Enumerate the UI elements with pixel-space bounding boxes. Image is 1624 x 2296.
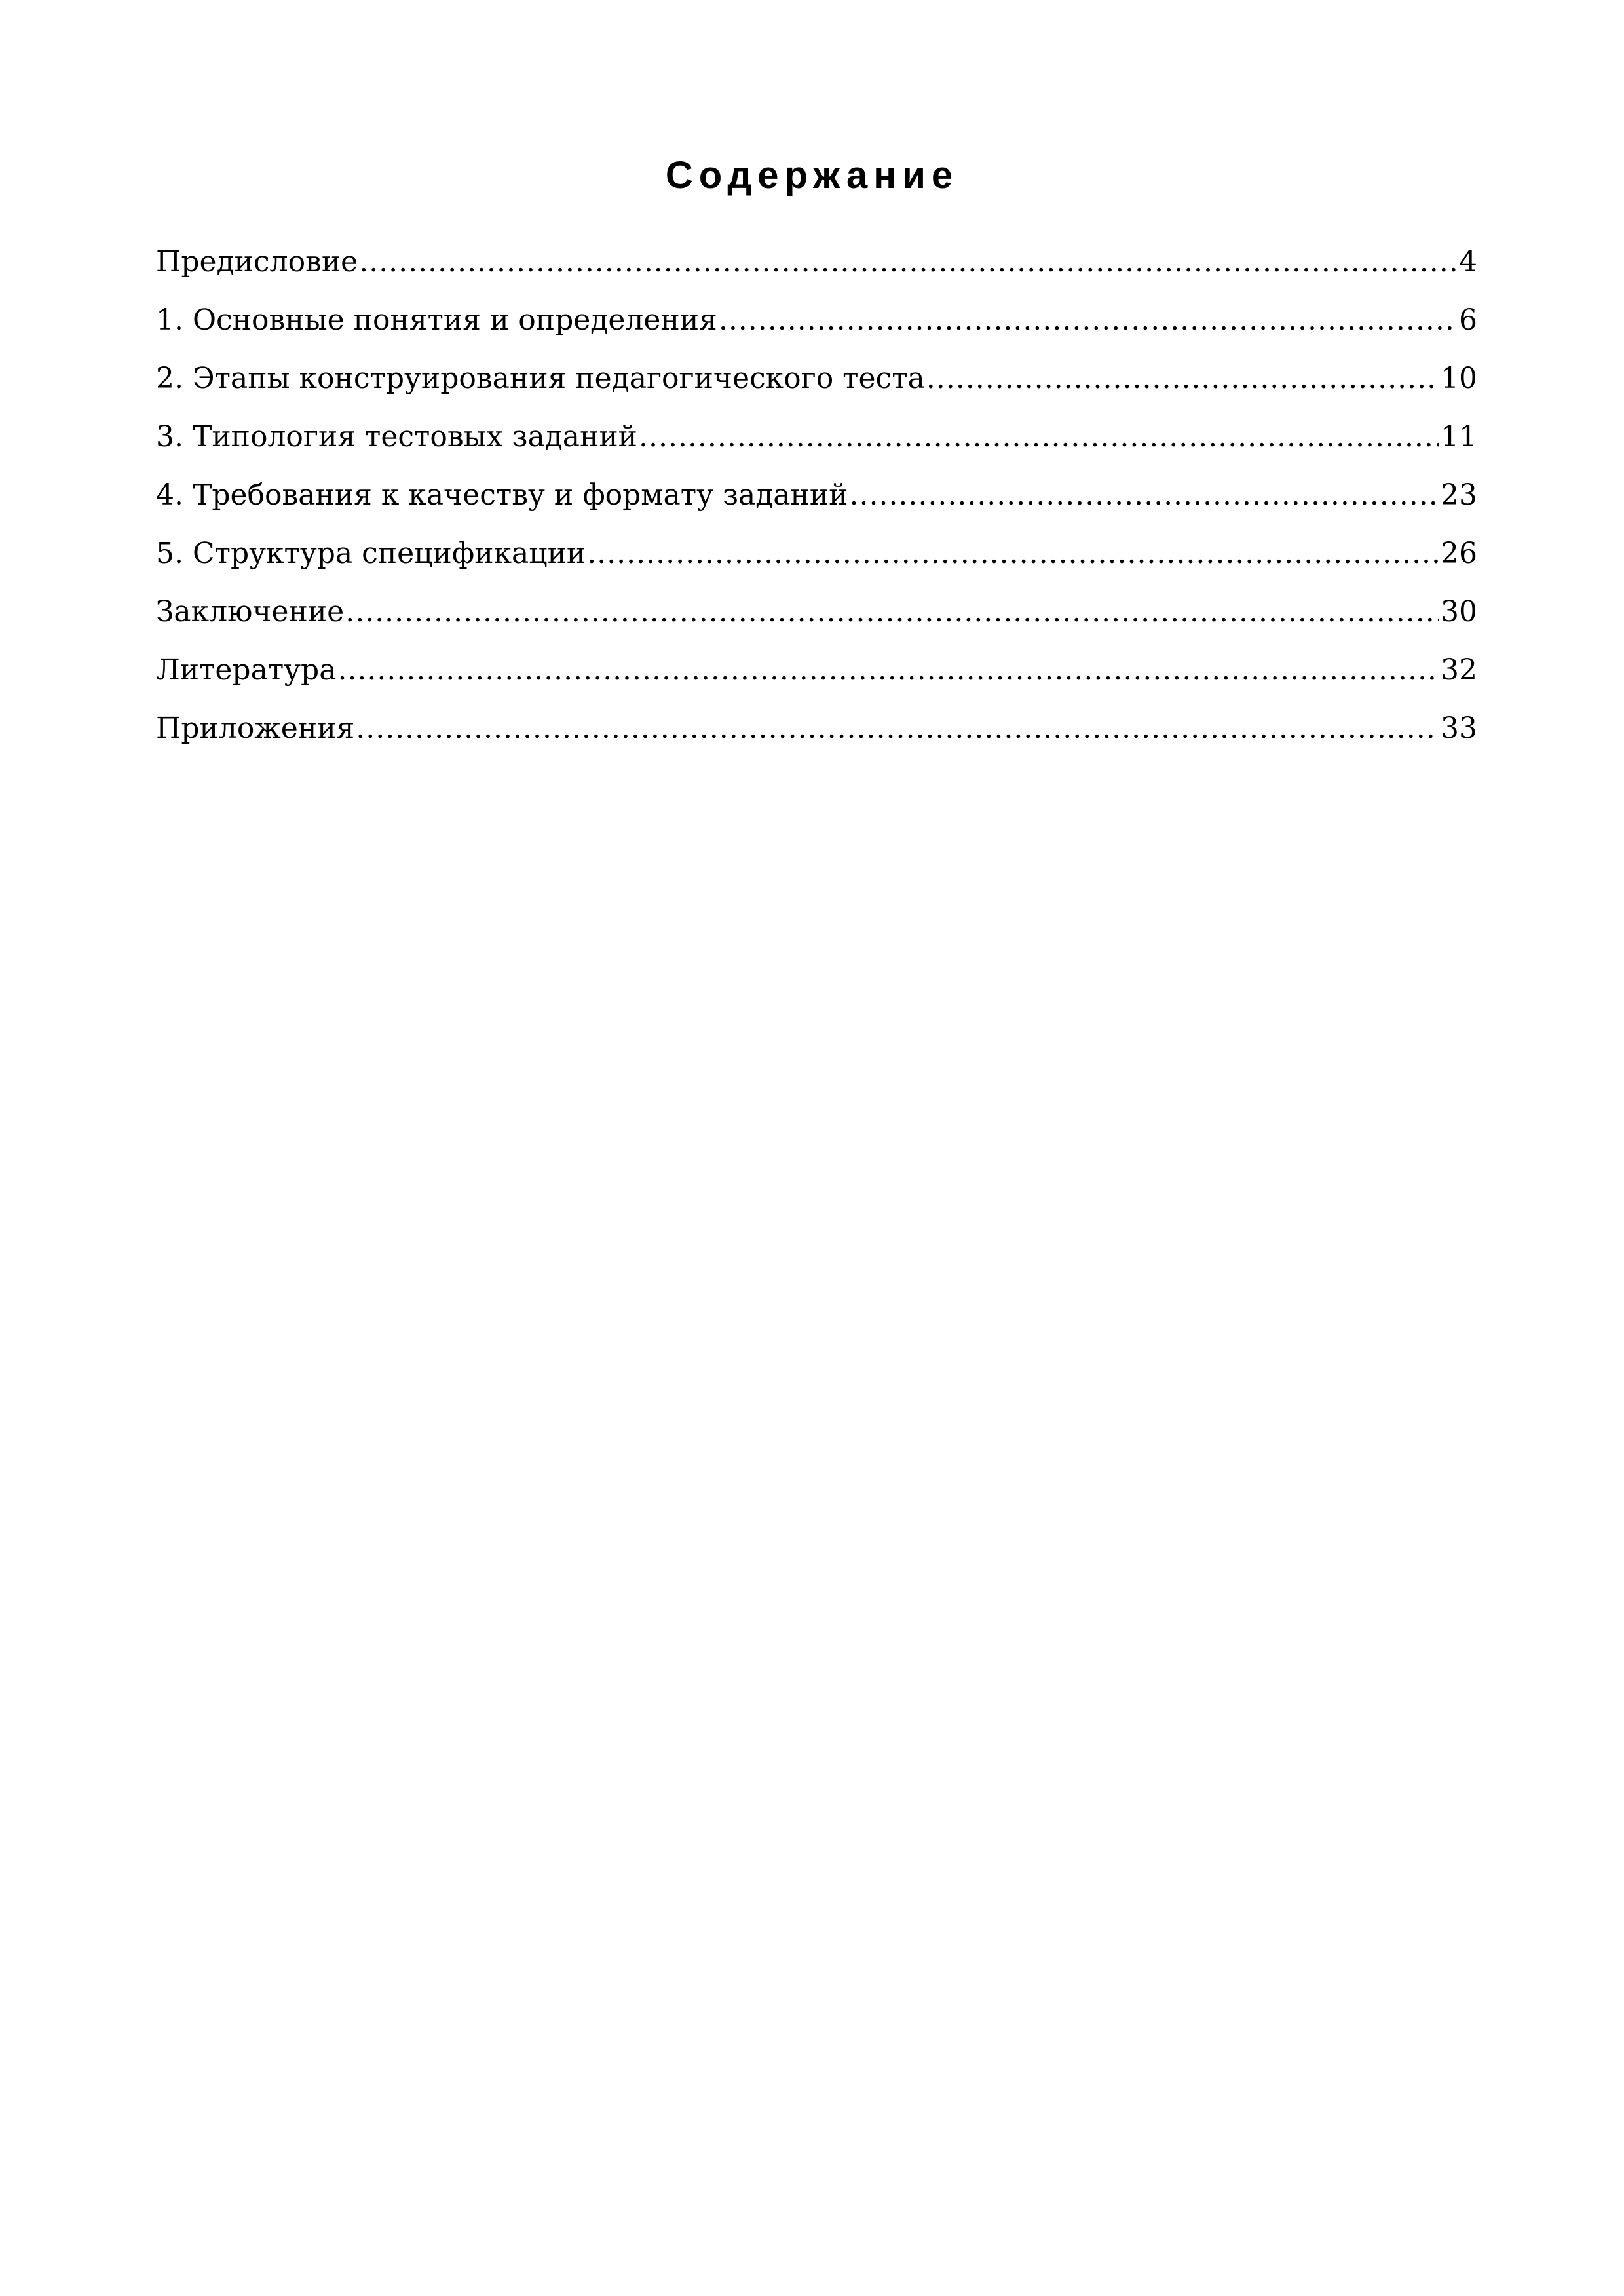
toc-dot-leader [926, 349, 1439, 408]
toc-dot-leader [359, 233, 1458, 291]
toc-entry-page: 33 [1441, 712, 1477, 745]
toc-entry-title: Заключение [156, 595, 345, 628]
toc-entry[interactable] [156, 408, 1477, 466]
toc-entry-page: 26 [1441, 537, 1477, 570]
toc-entry-title: 1. Основные понятия и определения [156, 303, 717, 337]
toc-dot-leader [337, 641, 1439, 699]
toc-entry-page: 32 [1441, 653, 1477, 687]
toc-entry[interactable] [156, 524, 1477, 583]
toc-entry-title: Приложения [156, 712, 355, 745]
toc-entry[interactable] [156, 699, 1477, 757]
toc-dot-leader [639, 408, 1439, 466]
toc-entry-page: 10 [1441, 362, 1477, 395]
toc-entry-page: 11 [1441, 420, 1477, 453]
toc-entry[interactable] [156, 233, 1477, 291]
toc-entry-page: 23 [1441, 478, 1477, 512]
table-of-contents [156, 233, 1477, 757]
toc-entry-page: 30 [1441, 595, 1477, 628]
toc-dot-leader [587, 524, 1439, 583]
toc-entry-title: 4. Требования к качеству и формату заданий [156, 478, 848, 512]
toc-entry-title: Предисловие [156, 245, 358, 278]
toc-entry-title: 2. Этапы конструирования педагогического теста [156, 362, 925, 395]
toc-entry-title: 3. Типология тестовых заданий [156, 420, 638, 453]
toc-entry[interactable] [156, 641, 1477, 699]
toc-entry[interactable] [156, 291, 1477, 349]
toc-entry[interactable] [156, 583, 1477, 641]
toc-entry-page: 6 [1459, 303, 1477, 337]
toc-dot-leader [719, 291, 1458, 349]
toc-dot-leader [345, 583, 1439, 641]
toc-entry-title: 5. Структура спецификации [156, 537, 586, 570]
toc-entry-page: 4 [1459, 245, 1477, 278]
toc-entry-title: Литература [156, 653, 337, 687]
toc-entry[interactable] [156, 349, 1477, 408]
toc-dot-leader [850, 466, 1440, 524]
page-title: Содержание [665, 154, 959, 197]
toc-entry[interactable] [156, 466, 1477, 524]
toc-dot-leader [356, 699, 1439, 757]
